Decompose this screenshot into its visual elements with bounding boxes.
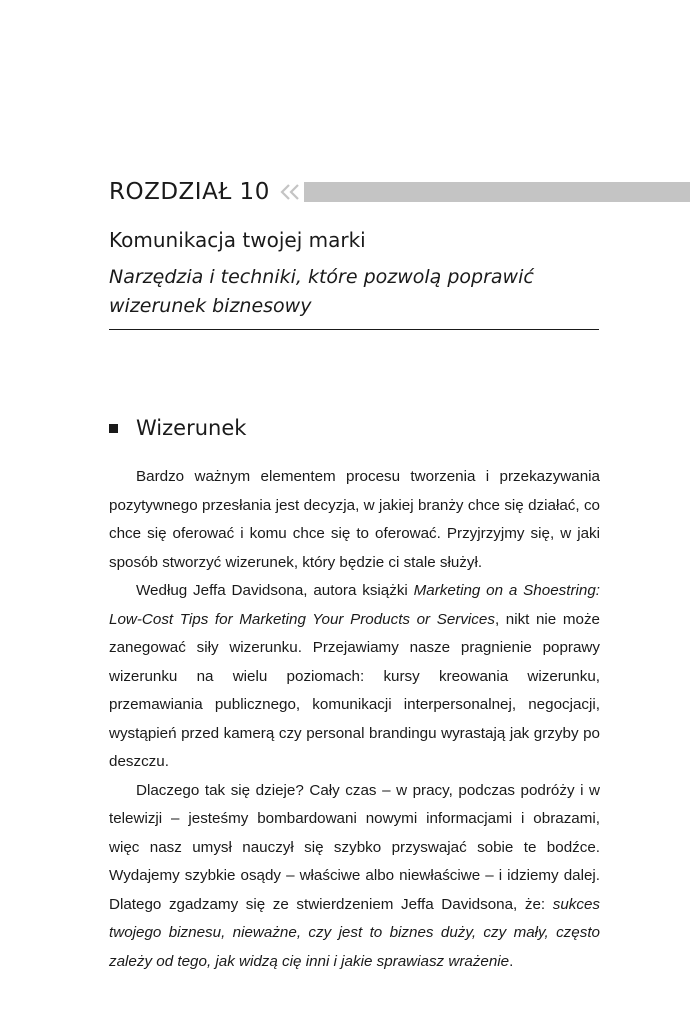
section-heading: [109, 416, 246, 440]
book-title: Marketing on a Shoestring: Low-Cost Tips for Marketing Your Products or Services: [109, 582, 600, 628]
paragraph: [109, 777, 600, 977]
section-title: Wizerunek: [136, 416, 247, 440]
paragraph-text: , nikt nie może zanegować siły wizerunku. Przejawiamy nasze pragnienie poprawy wizerunku na wielu poziomach: kursy kreowania wizerunku, przemawiania publicznego, komunikacji interpersonalnej, negocjacji, wystąpień przed kamerą czy personal brandingu wyrastają jak grzyby po deszczu.: [109, 610, 600, 770]
paragraph: [109, 463, 600, 577]
header-rule: [109, 329, 599, 330]
paragraph-text: Dlaczego tak się dzieje? Cały czas – w pracy, podczas podróży i w telewizji – jesteśmy bombardowani nowymi informacjami i obrazami, więc nasz umysł nauczył się szybko przyswajać sobie te bodźce. Wydajemy szybkie osądy – właściwe albo niewłaściwe – i idziemy dalej. Dlatego zgadzamy się ze stwierdzeniem Jeffa Davidsona, że:: [109, 781, 600, 913]
paragraph: [109, 577, 600, 777]
chapter-title: Komunikacja twojej marki: [109, 228, 366, 252]
body-text: [109, 463, 600, 976]
chapter-label: ROZDZIAŁ 10: [109, 179, 270, 205]
square-bullet-icon: [109, 424, 118, 433]
double-chevron-left-icon: [278, 183, 302, 201]
chapter-bar: [304, 182, 690, 202]
paragraph-text: Według Jeffa Davidsona, autora książki: [136, 582, 414, 599]
chapter-subtitle: Narzędzia i techniki, które pozwolą poprawić wizerunek biznesowy: [109, 266, 534, 317]
chapter-header: [109, 176, 690, 208]
paragraph-text: Bardzo ważnym elementem procesu tworzenia i przekazywania pozytywnego przesłania jest decyzja, w jakiej branży chce się działać, co chce się oferować i komu chce się to oferować. Przyjrzyjmy się, w jaki sposób stworzyć wizerunek, który będzie ci stale służył.: [109, 468, 600, 571]
quote: sukces twojego biznesu, nieważne, czy jest to biznes duży, czy mały, często zależy od tego, jak widzą cię inni i jakie sprawiasz wrażenie: [109, 895, 600, 970]
paragraph-text: .: [509, 952, 514, 970]
